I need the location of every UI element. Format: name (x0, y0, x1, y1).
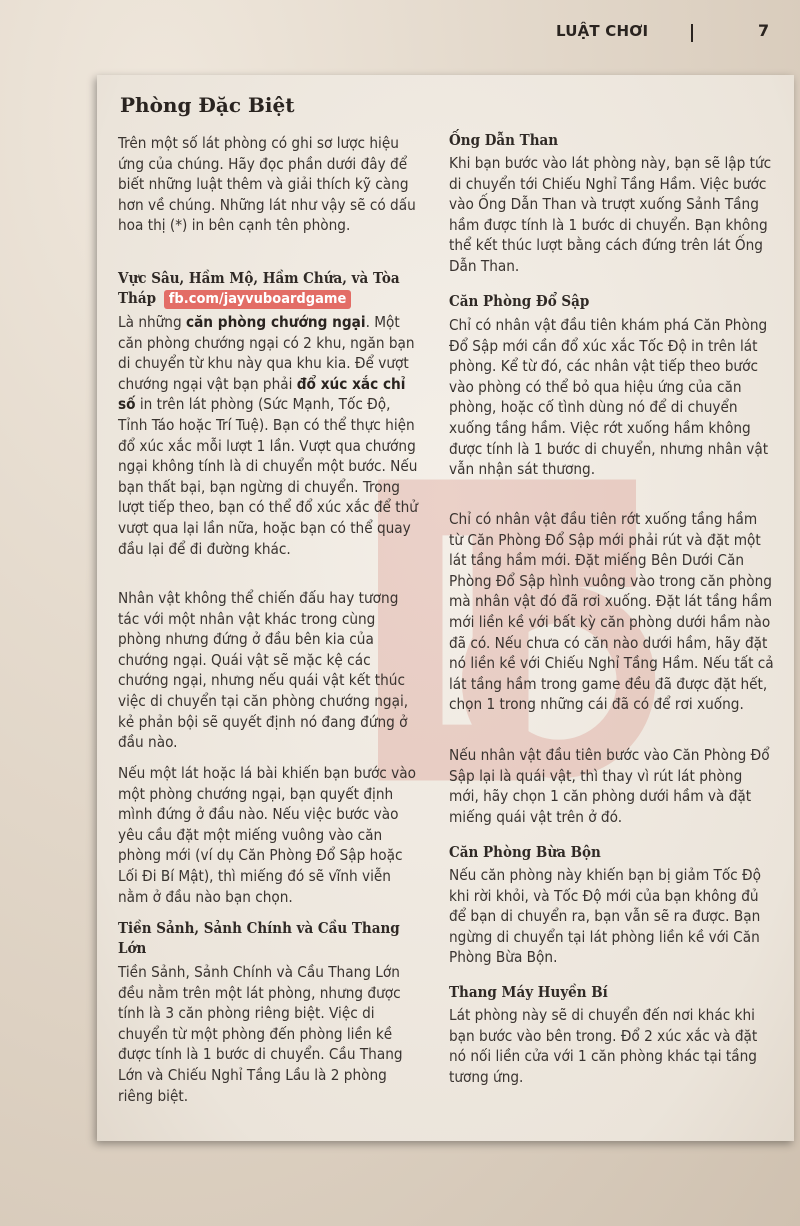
junk-room-paragraph: Nếu căn phòng này khiến bạn bị giảm Tốc Độ khi rời khỏi, và Tốc Độ mới của bạn không đủ để bạn di chuyển ra, bạn vẫn sẽ ra được. Bạn ngừng di chuyển tại lát phòng liền kề với Căn Phòng Bừa Bộn. (449, 866, 761, 967)
staircase-paragraph: Tiền Sảnh, Sảnh Chính và Cầu Thang Lớn đều nằm trên một lát phòng, nhưng được tính là 3 căn phòng riêng biệt. Việc di chuyển từ một phòng đến phòng liền kề được tính là 1 bước di chuyển. Cầu Thang Lớn và Chiếu Nghỉ Tầng Lầu là 2 phòng riêng biệt. (118, 963, 403, 1105)
section-label: LUẬT CHƠI (556, 22, 649, 40)
heading-grand-staircase: Tiền Sảnh, Sảnh Chính và Cầu Thang Lớn (118, 919, 400, 957)
page-title: Phòng Đặc Biệt (120, 93, 295, 117)
page-header (0, 20, 800, 48)
coal-chute-paragraph: Khi bạn bước vào lát phòng này, bạn sẽ lập tức di chuyển tới Chiếu Nghỉ Tầng Hầm. Việc bước vào Ống Dẫn Than và trượt xuống Sảnh Tầng hầm được tính là 1 bước di chuyển. Bạn không thể kết thúc lượt bằng cách đứng trên lát Ống Dẫn Than. (449, 154, 772, 275)
intro-paragraph: Trên một số lát phòng có ghi sơ lược hiệu ứng của chúng. Hãy đọc phần dưới đây để biết những luật thêm và giải thích kỹ càng hơn về chúng. Những lát như vậy sẽ có dấu hoa thị (*) in bên cạnh tên phòng. (118, 134, 416, 235)
mystic-elevator-paragraph: Lát phòng này sẽ di chuyển đến nơi khác khi bạn bước vào bên trong. Đổ 2 xúc xắc và đặt nó nối liền cửa với 1 căn phòng khác tại tầng tương ứng. (449, 1006, 758, 1086)
rules-page (97, 75, 794, 1141)
obstacle-paragraph-1: Là những căn phòng chướng ngại. Một căn phòng chướng ngại có 2 khu, ngăn bạn di chuyển từ khu này qua khu kia. Để vượt chướng ngại vật bạn phải đổ xúc xắc chỉ số in trên lát phòng (Sức Mạnh, Tốc Độ, Tỉnh Táo hoặc Trí Tuệ). Bạn có thể thực hiện đổ xúc xắc mỗi lượt 1 lần. Vượt qua chướng ngại không tính là di chuyển một bước. Nếu bạn thất bại, bạn ngừng di chuyển. Trong lượt tiếp theo, bạn có thể đổ xúc xắc để thử vượt qua lại lần nữa, hoặc bạn có thể quay đầu lại để đi đường khác. (118, 313, 418, 558)
heading-collapsed-room: Căn Phòng Đổ Sập (449, 292, 590, 310)
collapsed-room-paragraph-1: Chỉ có nhân vật đầu tiên khám phá Căn Phòng Đổ Sập mới cần đổ xúc xắc Tốc Độ in trên lát phòng. Kể từ đó, các nhân vật tiếp theo bước vào phòng có thể bỏ qua hiệu ứng của căn phòng, hoặc cố tình dùng nó để di chuyển xuống tầng hầm. Việc rớt xuống hầm không được tính là 1 bước di chuyển, nhưng nhân vật vẫn nhận sát thương. (449, 316, 769, 479)
obstacle-paragraph-2: Nhân vật không thể chiến đấu hay tương tác với một nhân vật khác trong cùng phòng nhưng đứng ở đầu bên kia của chướng ngại. Quái vật sẽ mặc kệ các chướng ngại, nhưng nếu quái vật kết thúc việc di chuyển tại căn phòng chướng ngại, kẻ phản bội sẽ quyết định nó đang đứng ở đầu nào. (118, 589, 409, 752)
facebook-link-badge[interactable]: fb.com/jayvuboardgame (164, 290, 352, 309)
collapsed-room-paragraph-3: Nếu nhân vật đầu tiên bước vào Căn Phòng Đổ Sập lại là quái vật, thì thay vì rút lát phòng mới, hãy chọn 1 căn phòng dưới hầm và đặt miếng quái vật trên ở đó. (449, 746, 770, 826)
heading-mystic-elevator: Thang Máy Huyền Bí (449, 983, 608, 1001)
heading-obstacle-rooms: Vực Sâu, Hầm Mộ, Hầm Chứa, và Tòa Tháp fb.com/jayvuboardgame (118, 269, 400, 307)
page-number: 7 (758, 21, 770, 40)
obstacle-paragraph-3: Nếu một lát hoặc lá bài khiến bạn bước vào một phòng chướng ngại, bạn quyết định mình đứng ở đầu nào. Nếu việc bước vào yêu cầu đặt một miếng vuông vào căn phòng mới (ví dụ Căn Phòng Đổ Sập hoặc Lối Đi Bí Mật), thì miếng đó sẽ vĩnh viễn nằm ở đầu nào bạn chọn. (118, 764, 416, 906)
heading-junk-room: Căn Phòng Bừa Bộn (449, 843, 601, 861)
header-divider (691, 24, 693, 42)
collapsed-room-paragraph-2: Chỉ có nhân vật đầu tiên rớt xuống tầng hầm từ Căn Phòng Đổ Sập mới phải rút và đặt một lát tầng hầm mới. Đặt miếng Bên Dưới Căn Phòng Đổ Sập hình vuông vào trong căn phòng mà nhân vật đó đã rơi xuống. Đặt lát tầng hầm mới liền kề với bất kỳ căn phòng dưới hầm nào đã có. Nếu chưa có căn nào dưới hầm, hãy đặt nó liền kề với Chiếu Nghỉ Tầng Hầm. Nếu tất cả lát tầng hầm trong game đều đã được đặt hết, chọn 1 trong những cái đã có để rơi xuống. (449, 510, 774, 714)
heading-coal-chute: Ống Dẫn Than (449, 131, 559, 149)
